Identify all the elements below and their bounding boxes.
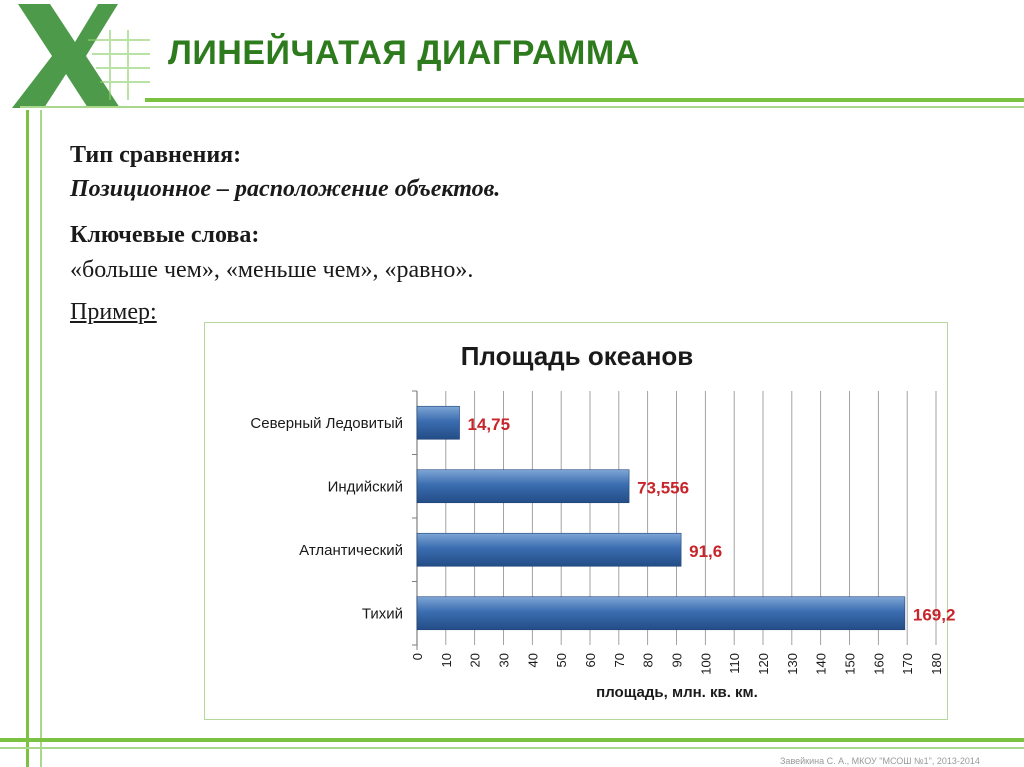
x-tick-label: 70 [611, 653, 627, 668]
footer-divider-thin [0, 747, 1024, 749]
x-tick-label: 60 [583, 653, 598, 668]
category-label: Северный Ледовитый [250, 414, 403, 432]
x-tick-label: 160 [871, 653, 887, 675]
header-divider-thin [20, 106, 1024, 108]
x-tick-label: 30 [496, 653, 512, 668]
x-tick-label: 90 [669, 653, 685, 668]
bar-chart [205, 323, 956, 721]
category-label: Индийский [327, 478, 403, 496]
slide-title: ЛИНЕЙЧАТАЯ ДИАГРАММА [168, 34, 640, 72]
data-label: 73,556 [637, 478, 690, 498]
x-tick-label: 100 [698, 653, 714, 675]
x-axis-label: площадь, млн. кв. км. [596, 684, 758, 701]
keywords-text: «больше чем», «меньше чем», «равно». [70, 257, 474, 283]
x-tick-label: 110 [727, 653, 743, 674]
keywords-heading: Ключевые слова: [70, 222, 260, 248]
x-tick-label: 0 [410, 653, 425, 661]
x-tick-label: 40 [525, 653, 541, 668]
excel-x-logo-icon [0, 0, 150, 110]
x-tick-label: 140 [813, 653, 829, 675]
example-label: Пример: [70, 299, 157, 325]
x-tick-label: 180 [929, 653, 944, 675]
comparison-heading: Тип сравнения: [70, 142, 242, 168]
footer-divider [0, 738, 1024, 742]
bar [417, 597, 905, 630]
data-label: 14,75 [467, 414, 511, 434]
x-tick-label: 20 [467, 653, 483, 668]
x-tick-label: 150 [842, 653, 858, 675]
bar [417, 533, 681, 566]
left-vertical-line [26, 110, 29, 767]
comparison-text: Позиционное – расположение объектов. [70, 176, 501, 202]
left-vertical-line-2 [40, 110, 42, 767]
data-label: 169,2 [912, 605, 956, 625]
x-tick-label: 120 [756, 653, 771, 675]
category-label: Атлантический [299, 541, 403, 559]
footer-credit: Завейкина С. А., МКОУ "МСОШ №1", 2013-2014 [780, 756, 980, 766]
bar [417, 406, 460, 439]
x-tick-label: 130 [784, 653, 800, 675]
header-divider [145, 98, 1024, 102]
x-tick-label: 50 [554, 653, 570, 668]
chart-title: Площадь океанов [460, 341, 694, 371]
x-tick-label: 170 [900, 653, 916, 675]
data-label: 91,6 [689, 541, 723, 561]
x-tick-label: 10 [438, 653, 454, 668]
category-label: Тихий [361, 605, 403, 623]
x-tick-label: 80 [640, 653, 656, 668]
bar [417, 470, 629, 503]
chart-frame [204, 322, 956, 720]
